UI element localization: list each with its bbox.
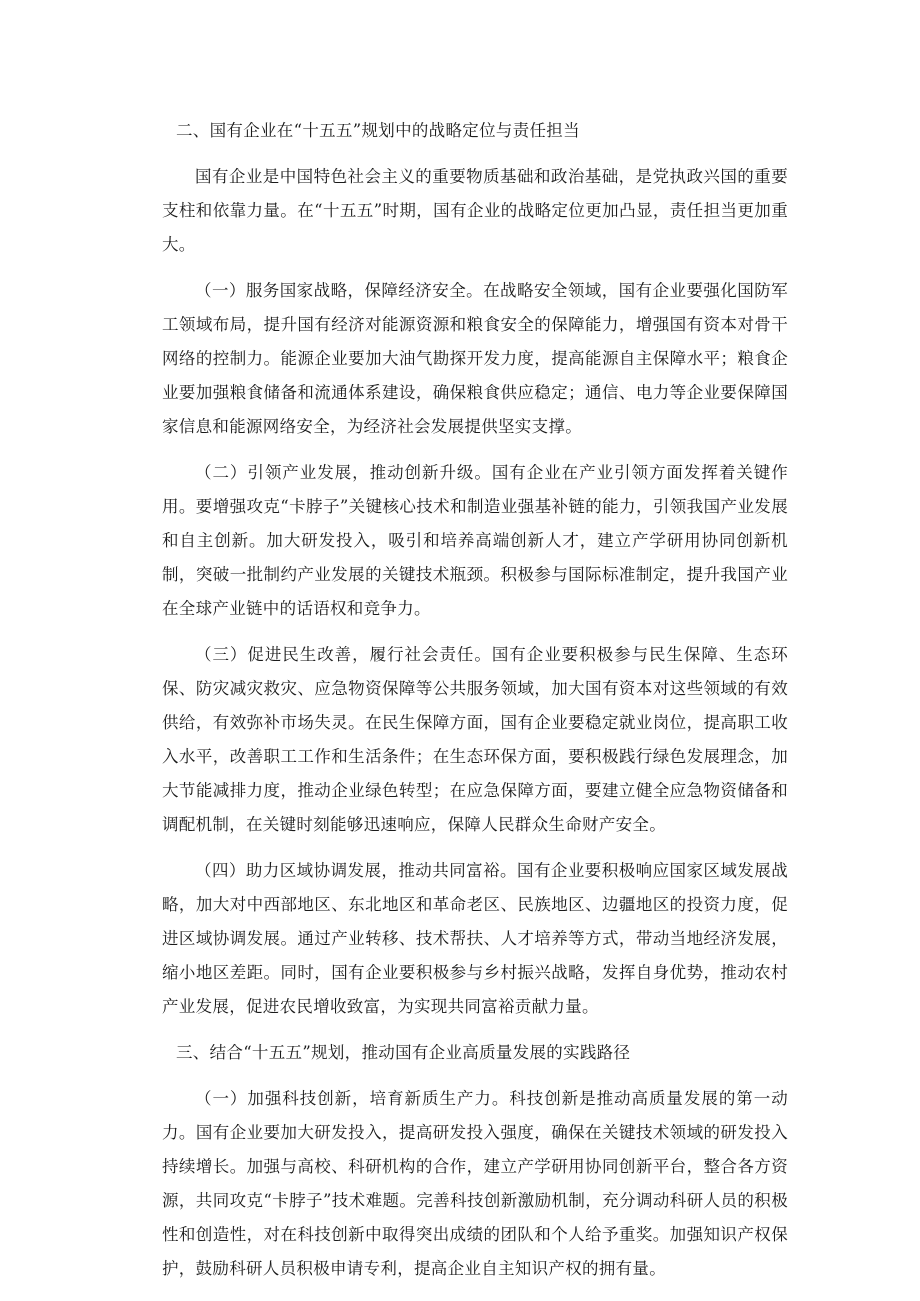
section-2-item-1-paragraph: （一）服务国家战略，保障经济安全。在战略安全领域，国有企业要强化国防军工领域布局，提升国有经济对能源资源和粮食安全的保障能力，增强国有资本对骨干网络的控制力。能源企业要加大油气勘探开发力度，提高能源自主保障水平；粮食企业要加强粮食储备和流通体系建设，确保粮食供应稳定；通信、电力等企业要保障国家信息和能源网络安全，为经济社会发展提供坚实支撑。 [162,281,788,436]
section-heading-2: 二、国有企业在“十五五”规划中的战略定位与责任担当 [176,121,580,140]
section-2-intro-paragraph: 国有企业是中国特色社会主义的重要物质基础和政治基础，是党执政兴国的重要支柱和依靠力量。在“十五五”时期，国有企业的战略定位更加凸显，责任担当更加重大。 [162,167,788,254]
document-body [162,114,788,1298]
section-3-item-1-paragraph: （一）加强科技创新，培育新质生产力。科技创新是推动高质量发展的第一动力。国有企业要加大研发投入，提高研发投入强度，确保在关键技术领域的研发投入持续增长。加强与高校、科研机构的合作，建立产学研用协同创新平台，整合各方资源，共同攻克“卡脖子”技术难题。完善科技创新激励机制，充分调动科研人员的积极性和创造性，对在科技创新中取得突出成绩的团队和个人给予重奖。加强知识产权保护，鼓励科研人员积极申请专利，提高企业自主知识产权的拥有量。 [162,1089,788,1278]
section-2-item-3-paragraph: （三）促进民生改善，履行社会责任。国有企业要积极参与民生保障、生态环保、防灾减灾救灾、应急物资保障等公共服务领域，加大国有资本对这些领域的有效供给，有效弥补市场失灵。在民生保障方面，国有企业要稳定就业岗位，提高职工收入水平，改善职工工作和生活条件；在生态环保方面，要积极践行绿色发展理念，加大节能减排力度，推动企业绿色转型；在应急保障方面，要建立健全应急物资储备和调配机制，在关键时刻能够迅速响应，保障人民群众生命财产安全。 [162,645,788,834]
section-heading-3: 三、结合“十五五”规划，推动国有企业高质量发展的实践路径 [176,1043,631,1062]
section-2-item-2-paragraph: （二）引领产业发展，推动创新升级。国有企业在产业引领方面发挥着关键作用。要增强攻克“卡脖子”关键核心技术和制造业强基补链的能力，引领我国产业发展和自主创新。加大研发投入，吸引和培养高端创新人才，建立产学研用协同创新机制，突破一批制约产业发展的关键技术瓶颈。积极参与国际标准制定，提升我国产业在全球产业链中的话语权和竞争力。 [162,463,788,618]
section-2-item-4-paragraph: （四）助力区域协调发展，推动共同富裕。国有企业要积极响应国家区域发展战略，加大对中西部地区、东北地区和革命老区、民族地区、边疆地区的投资力度，促进区域协调发展。通过产业转移、技术帮扶、人才培养等方式，带动当地经济发展，缩小地区差距。同时，国有企业要积极参与乡村振兴战略，发挥自身优势，推动农村产业发展，促进农民增收致富，为实现共同富裕贡献力量。 [162,861,788,1016]
